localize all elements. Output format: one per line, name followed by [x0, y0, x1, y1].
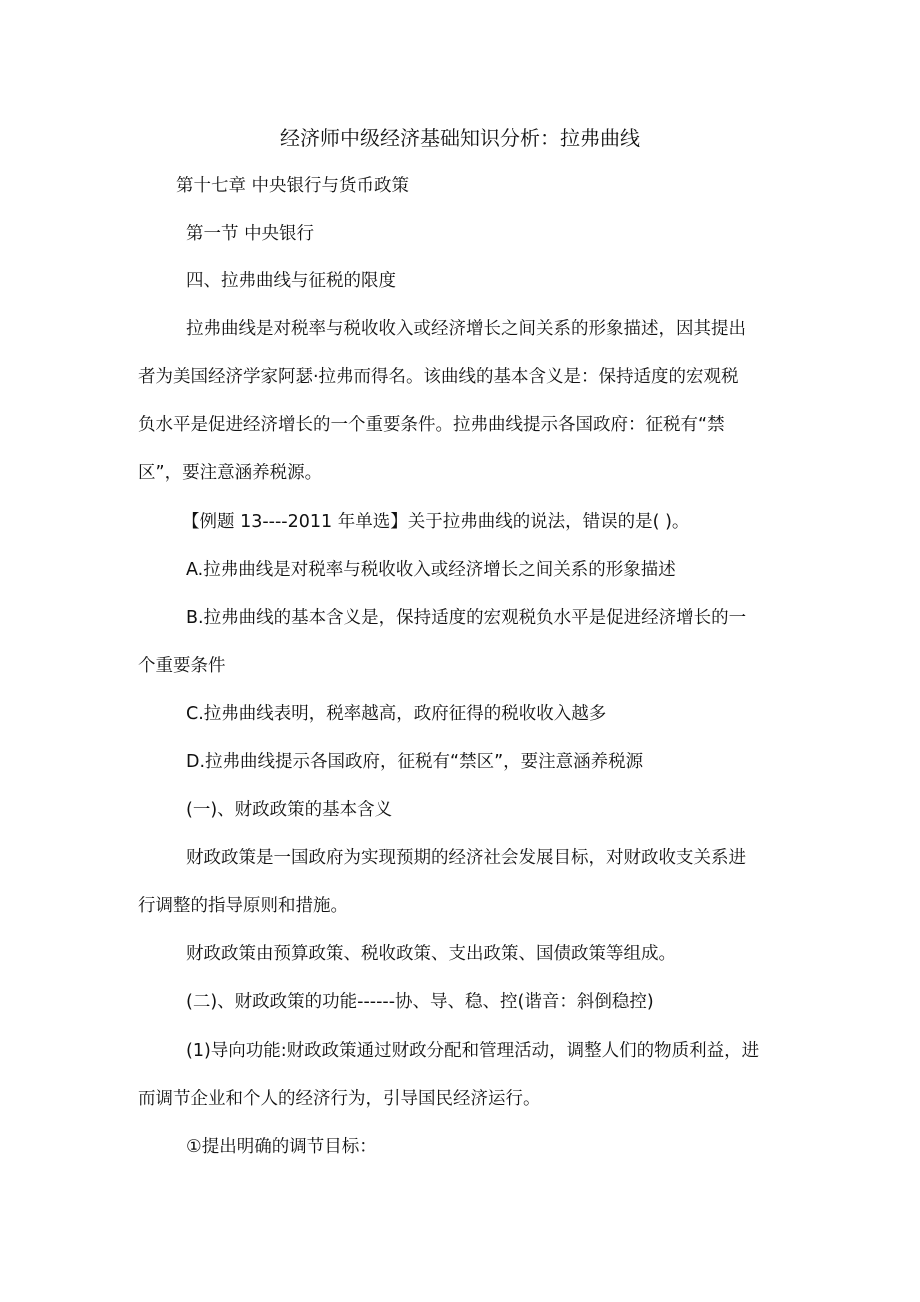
paragraph-line: 而调节企业和个人的经济行为，引导国民经济运行。 — [138, 1089, 541, 1109]
paragraph-line: 财政政策是一国政府为实现预期的经济社会发展目标，对财政收支关系进 — [186, 848, 746, 868]
subsection-heading: 四、拉弗曲线与征税的限度 — [186, 271, 396, 291]
paragraph-line: 负水平是促进经济增长的一个重要条件。拉弗曲线提示各国政府：征税有“禁 — [138, 415, 725, 435]
paragraph-line: (1)导向功能:财政政策通过财政分配和管理活动，调整人们的物质利益，进 — [186, 1041, 760, 1061]
section-heading: 第一节 中央银行 — [186, 224, 315, 244]
paragraph-line: 区”，要注意涵养税源。 — [138, 463, 323, 483]
option-b: B.拉弗曲线的基本含义是，保持适度的宏观税负水平是促进经济增长的一 — [186, 608, 747, 628]
chapter-heading: 第十七章 中央银行与货币政策 — [176, 176, 410, 196]
paragraph-line: 者为美国经济学家阿瑟·拉弗而得名。该曲线的基本含义是：保持适度的宏观税 — [138, 367, 739, 387]
example-question: 【例题 13----2011 年单选】关于拉弗曲线的说法，错误的是( )。 — [182, 512, 690, 532]
option-c: C.拉弗曲线表明，税率越高，政府征得的税收收入越多 — [186, 704, 607, 724]
paragraph-line: 拉弗曲线是对税率与税收收入或经济增长之间关系的形象描述，因其提出 — [186, 319, 746, 339]
document-title: 经济师中级经济基础知识分析：拉弗曲线 — [280, 126, 640, 150]
paragraph-line: 财政政策由预算政策、税收政策、支出政策、国债政策等组成。 — [186, 944, 676, 964]
paragraph-line: 行调整的指导原则和措施。 — [138, 896, 348, 916]
fiscal-heading-2: (二)、财政政策的功能------协、导、稳、控(谐音：斜倒稳控) — [186, 992, 654, 1012]
option-b-continued: 个重要条件 — [138, 656, 226, 676]
option-a: A.拉弗曲线是对税率与税收收入或经济增长之间关系的形象描述 — [186, 560, 676, 580]
list-item: ①提出明确的调节目标： — [186, 1137, 377, 1157]
option-d: D.拉弗曲线提示各国政府，征税有“禁区”，要注意涵养税源 — [186, 752, 644, 772]
fiscal-heading-1: (一)、财政政策的基本含义 — [186, 800, 393, 820]
